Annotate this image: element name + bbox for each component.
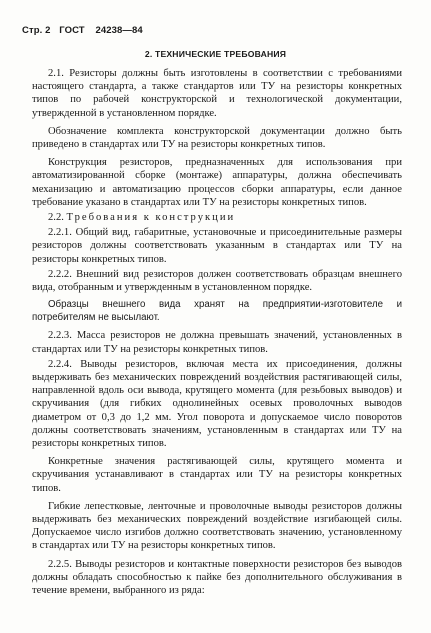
paragraph-2-2-4-values: Конкретные значения растягивающей силы, крутящего момента и скручивания устанавливают в стандартах или ТУ на резисторы конкретных типов. (32, 456, 402, 494)
document-body (32, 67, 402, 602)
section-title: 2. ТЕХНИЧЕСКИЕ ТРЕБОВАНИЯ (144, 49, 287, 59)
paragraph-2-2-4: 2.2.4. Выводы резисторов, включая места их присоединения, должны выдерживать без механических повреждений воздействия растягивающей силы, направленной вдоль оси вывода, крутящего момента (для резьбовых выводов) и скручивания (для гибких однолинейных осевых проволочных выводов диаметром от 0,3 до 1,2 мм. Угол поворота и допускаемое число поворотов должны соответствовать значениям, установленным в стандартах или ТУ на резисторы конкретных типов. (32, 358, 402, 450)
paragraph-2-2-5: 2.2.5. Выводы резисторов и контактные поверхности резисторов без выводов должны обладать способностью к пайке без дополнительного обслуживания в течение времени, выбранного из ряда: (32, 558, 402, 597)
paragraph-2-1-design: Конструкция резисторов, предназначенных для использования при автоматизированной сборке (монтаже) аппаратуры, должна обеспечивать механизацию и автоматизацию процессов сборки аппаратуры, если данное требование указано в стандартах или ТУ на резисторы конкретных типов. (32, 157, 402, 208)
paragraph-2-2-3: 2.2.3. Масса резисторов не должна превышать значений, установленных в стандартах или ТУ на резисторы конкретных типов. (32, 330, 402, 355)
heading-2-2-number: 2.2. (48, 212, 64, 224)
paragraph-2-2-heading (32, 211, 402, 224)
paragraph-2-1: 2.1. Резисторы должны быть изготовлены в соответствии с требованиями настоящего стандарта, а также стандартов или ТУ на резисторы конкретных типов по рабочей конструкторской и технологической документации, утвержденной в установленном порядке. (32, 68, 402, 119)
paragraph-2-2-2-samples: Образцы внешнего вида хранят на предприятии-изготовителе и потребителям не высылают. (32, 299, 402, 323)
page-number-label: Стр. 2 (22, 25, 51, 36)
page-header (22, 25, 149, 36)
standard-number: 24238—84 (95, 25, 143, 36)
paragraph-2-2-2: 2.2.2. Внешний вид резисторов должен соответствовать образцам внешнего вида, отобранным и утвержденным в установленном порядке. (32, 268, 402, 294)
paragraph-2-2-1: 2.2.1. Общий вид, габаритные, установочные и присоединительные размеры резисторов должны соответствовать указанным в стандартах или ТУ на резисторы конкретных типов. (32, 227, 402, 265)
standard-label: ГОСТ (59, 25, 85, 36)
paragraph-2-2-4-flexible-leads: Гибкие лепестковые, ленточные и проволочные выводы резисторов должны выдерживать без механических повреждений воздействие изгибающей силы. Допускаемое число изгибов должно соответствовать значению, установленному в стандартах или ТУ на резисторы конкретных типов. (32, 500, 402, 552)
paragraph-2-1-documentation: Обозначение комплекта конструкторской документации должно быть приведено в стандартах или ТУ на резисторы конкретных типов. (32, 125, 402, 151)
heading-2-2-title: Требования к конструкции (66, 212, 236, 224)
